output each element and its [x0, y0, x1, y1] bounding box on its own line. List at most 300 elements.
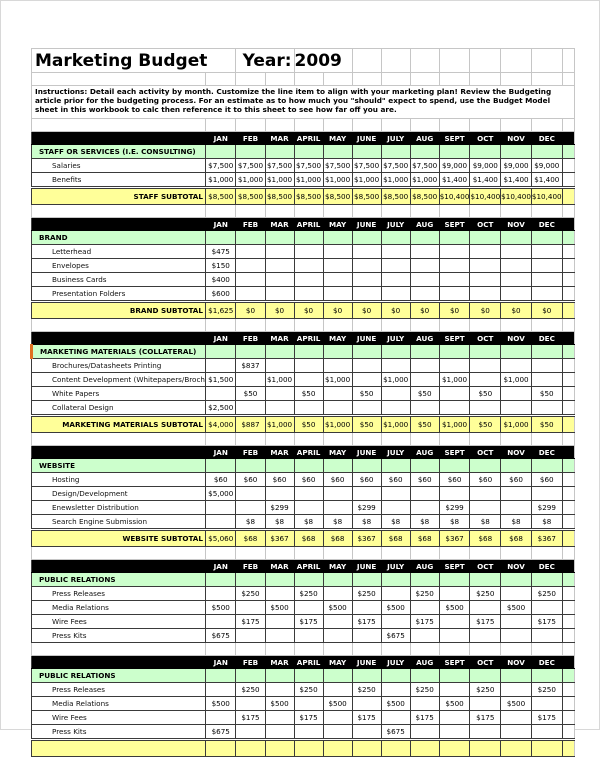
line-item-label[interactable]: Salaries: [32, 159, 206, 173]
amount-cell[interactable]: [410, 287, 439, 302]
amount-cell[interactable]: [205, 501, 236, 515]
amount-cell[interactable]: $500: [439, 601, 470, 615]
amount-cell[interactable]: [501, 587, 532, 601]
subtotal-cell[interactable]: $1,000: [501, 416, 532, 433]
amount-cell[interactable]: [410, 487, 439, 501]
amount-cell[interactable]: $9,000: [439, 159, 470, 173]
amount-cell[interactable]: [323, 629, 352, 643]
amount-cell[interactable]: $250: [410, 683, 439, 697]
amount-cell[interactable]: [501, 245, 532, 259]
amount-cell[interactable]: $250: [294, 587, 323, 601]
section-name[interactable]: BRAND: [32, 231, 206, 245]
amount-cell[interactable]: [265, 615, 294, 629]
line-item-label[interactable]: Media Relations: [32, 601, 206, 615]
amount-cell[interactable]: $8: [352, 515, 381, 530]
amount-cell[interactable]: [470, 501, 501, 515]
amount-cell[interactable]: [323, 273, 352, 287]
subtotal-cell[interactable]: $68: [501, 530, 532, 547]
amount-cell[interactable]: [381, 401, 410, 416]
amount-cell[interactable]: [501, 287, 532, 302]
amount-cell[interactable]: [501, 359, 532, 373]
amount-cell[interactable]: [410, 401, 439, 416]
amount-cell[interactable]: [470, 245, 501, 259]
amount-cell[interactable]: [294, 245, 323, 259]
amount-cell[interactable]: [294, 287, 323, 302]
amount-cell[interactable]: $1,000: [265, 373, 294, 387]
amount-cell[interactable]: $250: [352, 683, 381, 697]
amount-cell[interactable]: [381, 615, 410, 629]
amount-cell[interactable]: $8: [236, 515, 265, 530]
amount-cell[interactable]: [410, 373, 439, 387]
amount-cell[interactable]: $1,400: [470, 173, 501, 188]
amount-cell[interactable]: $400: [205, 273, 236, 287]
amount-cell[interactable]: $175: [470, 615, 501, 629]
amount-cell[interactable]: $9,000: [470, 159, 501, 173]
amount-cell[interactable]: [205, 683, 236, 697]
amount-cell[interactable]: [531, 373, 562, 387]
amount-cell[interactable]: [531, 287, 562, 302]
amount-cell[interactable]: [470, 373, 501, 387]
amount-cell[interactable]: [470, 725, 501, 740]
amount-cell[interactable]: $7,500: [352, 159, 381, 173]
amount-cell[interactable]: $299: [439, 501, 470, 515]
amount-cell[interactable]: [323, 287, 352, 302]
amount-cell[interactable]: [352, 601, 381, 615]
amount-cell[interactable]: $8: [294, 515, 323, 530]
amount-cell[interactable]: [294, 373, 323, 387]
line-item-label[interactable]: White Papers: [32, 387, 206, 401]
amount-cell[interactable]: $1,000: [323, 373, 352, 387]
amount-cell[interactable]: [531, 601, 562, 615]
amount-cell[interactable]: [294, 629, 323, 643]
subtotal-cell[interactable]: $68: [294, 530, 323, 547]
amount-cell[interactable]: [265, 245, 294, 259]
amount-cell[interactable]: $2,500: [205, 401, 236, 416]
amount-cell[interactable]: $175: [236, 615, 265, 629]
amount-cell[interactable]: [410, 359, 439, 373]
amount-cell[interactable]: [531, 273, 562, 287]
amount-cell[interactable]: [236, 629, 265, 643]
amount-cell[interactable]: [323, 725, 352, 740]
line-item-label[interactable]: Collateral Design: [32, 401, 206, 416]
amount-cell[interactable]: $7,500: [294, 159, 323, 173]
amount-cell[interactable]: $1,000: [352, 173, 381, 188]
amount-cell[interactable]: $675: [205, 629, 236, 643]
amount-cell[interactable]: [439, 273, 470, 287]
amount-cell[interactable]: [205, 359, 236, 373]
amount-cell[interactable]: $60: [470, 473, 501, 487]
amount-cell[interactable]: [265, 683, 294, 697]
amount-cell[interactable]: $250: [294, 683, 323, 697]
amount-cell[interactable]: [410, 273, 439, 287]
amount-cell[interactable]: $60: [501, 473, 532, 487]
amount-cell[interactable]: $1,000: [265, 173, 294, 188]
amount-cell[interactable]: [439, 587, 470, 601]
amount-cell[interactable]: [531, 359, 562, 373]
line-item-label[interactable]: Wire Fees: [32, 711, 206, 725]
amount-cell[interactable]: $1,000: [410, 173, 439, 188]
amount-cell[interactable]: [501, 387, 532, 401]
amount-cell[interactable]: $175: [531, 711, 562, 725]
amount-cell[interactable]: $250: [410, 587, 439, 601]
line-item-label[interactable]: Wire Fees: [32, 615, 206, 629]
line-item-label[interactable]: Hosting: [32, 473, 206, 487]
amount-cell[interactable]: $7,500: [265, 159, 294, 173]
amount-cell[interactable]: $8: [501, 515, 532, 530]
subtotal-cell[interactable]: $1,000: [265, 416, 294, 433]
amount-cell[interactable]: [470, 697, 501, 711]
subtotal-cell[interactable]: $10,400: [439, 188, 470, 205]
amount-cell[interactable]: [470, 487, 501, 501]
amount-cell[interactable]: [265, 711, 294, 725]
amount-cell[interactable]: [323, 359, 352, 373]
line-item-label[interactable]: Letterhead: [32, 245, 206, 259]
subtotal-cell[interactable]: $10,400: [531, 188, 562, 205]
amount-cell[interactable]: [470, 273, 501, 287]
line-item-label[interactable]: Press Kits: [32, 629, 206, 643]
subtotal-cell[interactable]: $50: [531, 416, 562, 433]
amount-cell[interactable]: [294, 487, 323, 501]
amount-cell[interactable]: [236, 697, 265, 711]
year-value[interactable]: 2009: [294, 49, 352, 73]
amount-cell[interactable]: [352, 401, 381, 416]
subtotal-cell[interactable]: $0: [294, 302, 323, 319]
amount-cell[interactable]: [381, 287, 410, 302]
subtotal-cell[interactable]: $0: [323, 302, 352, 319]
subtotal-cell[interactable]: $0: [265, 302, 294, 319]
amount-cell[interactable]: [323, 683, 352, 697]
amount-cell[interactable]: [236, 287, 265, 302]
amount-cell[interactable]: [470, 287, 501, 302]
amount-cell[interactable]: [381, 487, 410, 501]
amount-cell[interactable]: [236, 245, 265, 259]
amount-cell[interactable]: [381, 711, 410, 725]
amount-cell[interactable]: $1,000: [381, 373, 410, 387]
amount-cell[interactable]: $500: [205, 697, 236, 711]
amount-cell[interactable]: [236, 501, 265, 515]
amount-cell[interactable]: $60: [265, 473, 294, 487]
amount-cell[interactable]: $299: [352, 501, 381, 515]
amount-cell[interactable]: $60: [381, 473, 410, 487]
amount-cell[interactable]: $1,000: [439, 373, 470, 387]
amount-cell[interactable]: [410, 501, 439, 515]
section-name[interactable]: WEBSITE: [32, 459, 206, 473]
line-item-label[interactable]: Enewsletter Distribution: [32, 501, 206, 515]
amount-cell[interactable]: [294, 601, 323, 615]
amount-cell[interactable]: [205, 587, 236, 601]
amount-cell[interactable]: [439, 725, 470, 740]
amount-cell[interactable]: [501, 259, 532, 273]
amount-cell[interactable]: [439, 629, 470, 643]
subtotal-cell[interactable]: $50: [294, 416, 323, 433]
amount-cell[interactable]: $299: [531, 501, 562, 515]
amount-cell[interactable]: [410, 601, 439, 615]
amount-cell[interactable]: $8: [439, 515, 470, 530]
amount-cell[interactable]: [470, 401, 501, 416]
amount-cell[interactable]: [470, 629, 501, 643]
amount-cell[interactable]: $600: [205, 287, 236, 302]
amount-cell[interactable]: [352, 287, 381, 302]
amount-cell[interactable]: $50: [470, 387, 501, 401]
amount-cell[interactable]: $150: [205, 259, 236, 273]
amount-cell[interactable]: [439, 401, 470, 416]
amount-cell[interactable]: [323, 259, 352, 273]
amount-cell[interactable]: [352, 273, 381, 287]
amount-cell[interactable]: [352, 629, 381, 643]
amount-cell[interactable]: $60: [294, 473, 323, 487]
amount-cell[interactable]: [439, 387, 470, 401]
subtotal-cell[interactable]: $8,500: [205, 188, 236, 205]
amount-cell[interactable]: [294, 359, 323, 373]
amount-cell[interactable]: $250: [531, 587, 562, 601]
amount-cell[interactable]: $50: [352, 387, 381, 401]
amount-cell[interactable]: $500: [381, 601, 410, 615]
line-item-label[interactable]: Design/Development: [32, 487, 206, 501]
amount-cell[interactable]: $175: [531, 615, 562, 629]
amount-cell[interactable]: $500: [381, 697, 410, 711]
amount-cell[interactable]: $7,500: [323, 159, 352, 173]
amount-cell[interactable]: $175: [410, 615, 439, 629]
amount-cell[interactable]: [501, 711, 532, 725]
amount-cell[interactable]: [323, 587, 352, 601]
amount-cell[interactable]: [265, 401, 294, 416]
subtotal-cell[interactable]: $0: [410, 302, 439, 319]
amount-cell[interactable]: $1,000: [501, 373, 532, 387]
subtotal-cell[interactable]: $0: [531, 302, 562, 319]
subtotal-cell[interactable]: $50: [352, 416, 381, 433]
amount-cell[interactable]: [439, 683, 470, 697]
amount-cell[interactable]: [381, 387, 410, 401]
amount-cell[interactable]: $500: [265, 697, 294, 711]
amount-cell[interactable]: $1,500: [205, 373, 236, 387]
amount-cell[interactable]: $250: [531, 683, 562, 697]
amount-cell[interactable]: [439, 711, 470, 725]
amount-cell[interactable]: $50: [410, 387, 439, 401]
amount-cell[interactable]: [352, 245, 381, 259]
section-name[interactable]: PUBLIC RELATIONS: [32, 573, 206, 587]
amount-cell[interactable]: $50: [531, 387, 562, 401]
amount-cell[interactable]: [265, 359, 294, 373]
amount-cell[interactable]: [381, 359, 410, 373]
line-item-label[interactable]: Search Engine Submission: [32, 515, 206, 530]
amount-cell[interactable]: [294, 273, 323, 287]
amount-cell[interactable]: $7,500: [410, 159, 439, 173]
amount-cell[interactable]: $500: [439, 697, 470, 711]
subtotal-cell[interactable]: $8,500: [410, 188, 439, 205]
amount-cell[interactable]: [470, 359, 501, 373]
amount-cell[interactable]: [205, 387, 236, 401]
amount-cell[interactable]: $175: [470, 711, 501, 725]
amount-cell[interactable]: [236, 373, 265, 387]
amount-cell[interactable]: $250: [470, 587, 501, 601]
amount-cell[interactable]: $175: [294, 711, 323, 725]
subtotal-cell[interactable]: $68: [323, 530, 352, 547]
amount-cell[interactable]: $8: [265, 515, 294, 530]
amount-cell[interactable]: [410, 697, 439, 711]
subtotal-cell[interactable]: $68: [381, 530, 410, 547]
amount-cell[interactable]: $175: [410, 711, 439, 725]
subtotal-cell[interactable]: $1,000: [439, 416, 470, 433]
amount-cell[interactable]: $5,000: [205, 487, 236, 501]
amount-cell[interactable]: $8: [531, 515, 562, 530]
amount-cell[interactable]: [323, 615, 352, 629]
amount-cell[interactable]: [501, 725, 532, 740]
amount-cell[interactable]: [531, 259, 562, 273]
amount-cell[interactable]: [265, 259, 294, 273]
amount-cell[interactable]: $50: [294, 387, 323, 401]
subtotal-cell[interactable]: $4,000: [205, 416, 236, 433]
amount-cell[interactable]: [352, 697, 381, 711]
amount-cell[interactable]: [205, 711, 236, 725]
amount-cell[interactable]: [381, 587, 410, 601]
amount-cell[interactable]: $500: [265, 601, 294, 615]
subtotal-cell[interactable]: $0: [470, 302, 501, 319]
amount-cell[interactable]: $60: [531, 473, 562, 487]
subtotal-cell[interactable]: $8,500: [236, 188, 265, 205]
amount-cell[interactable]: [294, 401, 323, 416]
amount-cell[interactable]: [531, 245, 562, 259]
amount-cell[interactable]: [265, 487, 294, 501]
subtotal-cell[interactable]: $0: [439, 302, 470, 319]
amount-cell[interactable]: $8: [323, 515, 352, 530]
amount-cell[interactable]: [236, 725, 265, 740]
amount-cell[interactable]: [439, 615, 470, 629]
amount-cell[interactable]: $1,000: [323, 173, 352, 188]
amount-cell[interactable]: $60: [352, 473, 381, 487]
amount-cell[interactable]: $7,500: [205, 159, 236, 173]
amount-cell[interactable]: [470, 259, 501, 273]
amount-cell[interactable]: $1,400: [531, 173, 562, 188]
amount-cell[interactable]: [501, 487, 532, 501]
subtotal-cell[interactable]: $8,500: [265, 188, 294, 205]
amount-cell[interactable]: $299: [265, 501, 294, 515]
amount-cell[interactable]: $500: [323, 601, 352, 615]
amount-cell[interactable]: [439, 287, 470, 302]
amount-cell[interactable]: [531, 725, 562, 740]
amount-cell[interactable]: $250: [352, 587, 381, 601]
amount-cell[interactable]: $7,500: [381, 159, 410, 173]
amount-cell[interactable]: [294, 725, 323, 740]
amount-cell[interactable]: $675: [381, 629, 410, 643]
amount-cell[interactable]: $1,000: [236, 173, 265, 188]
line-item-label[interactable]: Brochures/Datasheets Printing: [32, 359, 206, 373]
amount-cell[interactable]: [381, 683, 410, 697]
amount-cell[interactable]: [531, 629, 562, 643]
amount-cell[interactable]: $500: [501, 601, 532, 615]
line-item-label[interactable]: Press Releases: [32, 587, 206, 601]
amount-cell[interactable]: [352, 359, 381, 373]
amount-cell[interactable]: $500: [323, 697, 352, 711]
subtotal-cell[interactable]: $367: [352, 530, 381, 547]
amount-cell[interactable]: [439, 245, 470, 259]
amount-cell[interactable]: [352, 487, 381, 501]
amount-cell[interactable]: [236, 259, 265, 273]
amount-cell[interactable]: $60: [439, 473, 470, 487]
amount-cell[interactable]: [381, 245, 410, 259]
amount-cell[interactable]: $8: [381, 515, 410, 530]
section-name[interactable]: STAFF OR SERVICES (I.E. CONSULTING): [32, 145, 206, 159]
amount-cell[interactable]: [381, 501, 410, 515]
amount-cell[interactable]: $675: [381, 725, 410, 740]
amount-cell[interactable]: $9,000: [531, 159, 562, 173]
amount-cell[interactable]: [294, 697, 323, 711]
subtotal-cell[interactable]: $1,625: [205, 302, 236, 319]
subtotal-cell[interactable]: $8,500: [381, 188, 410, 205]
amount-cell[interactable]: [323, 501, 352, 515]
amount-cell[interactable]: [470, 601, 501, 615]
amount-cell[interactable]: [236, 601, 265, 615]
section-name[interactable]: MARKETING MATERIALS (COLLATERAL): [32, 345, 206, 359]
amount-cell[interactable]: $50: [236, 387, 265, 401]
amount-cell[interactable]: [352, 259, 381, 273]
amount-cell[interactable]: $837: [236, 359, 265, 373]
amount-cell[interactable]: [501, 615, 532, 629]
subtotal-cell[interactable]: $8,500: [323, 188, 352, 205]
amount-cell[interactable]: $9,000: [501, 159, 532, 173]
line-item-label[interactable]: Business Cards: [32, 273, 206, 287]
amount-cell[interactable]: $1,400: [501, 173, 532, 188]
amount-cell[interactable]: [531, 487, 562, 501]
amount-cell[interactable]: [439, 487, 470, 501]
amount-cell[interactable]: $250: [470, 683, 501, 697]
amount-cell[interactable]: $60: [323, 473, 352, 487]
amount-cell[interactable]: [323, 387, 352, 401]
amount-cell[interactable]: [501, 683, 532, 697]
amount-cell[interactable]: [205, 615, 236, 629]
subtotal-cell[interactable]: $0: [236, 302, 265, 319]
amount-cell[interactable]: [501, 273, 532, 287]
line-item-label[interactable]: Envelopes: [32, 259, 206, 273]
subtotal-cell[interactable]: $0: [501, 302, 532, 319]
amount-cell[interactable]: [501, 401, 532, 416]
amount-cell[interactable]: [323, 245, 352, 259]
subtotal-cell[interactable]: $68: [236, 530, 265, 547]
subtotal-cell[interactable]: $367: [439, 530, 470, 547]
amount-cell[interactable]: [501, 629, 532, 643]
subtotal-cell[interactable]: $367: [265, 530, 294, 547]
line-item-label[interactable]: Content Development (Whitepapers/Broch: [32, 373, 206, 387]
amount-cell[interactable]: $60: [236, 473, 265, 487]
amount-cell[interactable]: [410, 245, 439, 259]
amount-cell[interactable]: $1,000: [205, 173, 236, 188]
amount-cell[interactable]: [236, 401, 265, 416]
amount-cell[interactable]: [323, 401, 352, 416]
amount-cell[interactable]: [265, 273, 294, 287]
subtotal-cell[interactable]: $887: [236, 416, 265, 433]
subtotal-cell[interactable]: $50: [410, 416, 439, 433]
subtotal-cell[interactable]: $367: [531, 530, 562, 547]
amount-cell[interactable]: $8: [470, 515, 501, 530]
amount-cell[interactable]: $60: [410, 473, 439, 487]
amount-cell[interactable]: [439, 259, 470, 273]
line-item-label[interactable]: Press Releases: [32, 683, 206, 697]
amount-cell[interactable]: [265, 287, 294, 302]
amount-cell[interactable]: [294, 501, 323, 515]
amount-cell[interactable]: [381, 273, 410, 287]
subtotal-cell[interactable]: $68: [410, 530, 439, 547]
amount-cell[interactable]: [265, 629, 294, 643]
line-item-label[interactable]: Presentation Folders: [32, 287, 206, 302]
subtotal-cell[interactable]: $1,000: [381, 416, 410, 433]
amount-cell[interactable]: $675: [205, 725, 236, 740]
subtotal-cell[interactable]: $8,500: [352, 188, 381, 205]
amount-cell[interactable]: [323, 711, 352, 725]
amount-cell[interactable]: [352, 373, 381, 387]
amount-cell[interactable]: [381, 259, 410, 273]
amount-cell[interactable]: $8: [410, 515, 439, 530]
line-item-label[interactable]: Benefits: [32, 173, 206, 188]
amount-cell[interactable]: [323, 487, 352, 501]
